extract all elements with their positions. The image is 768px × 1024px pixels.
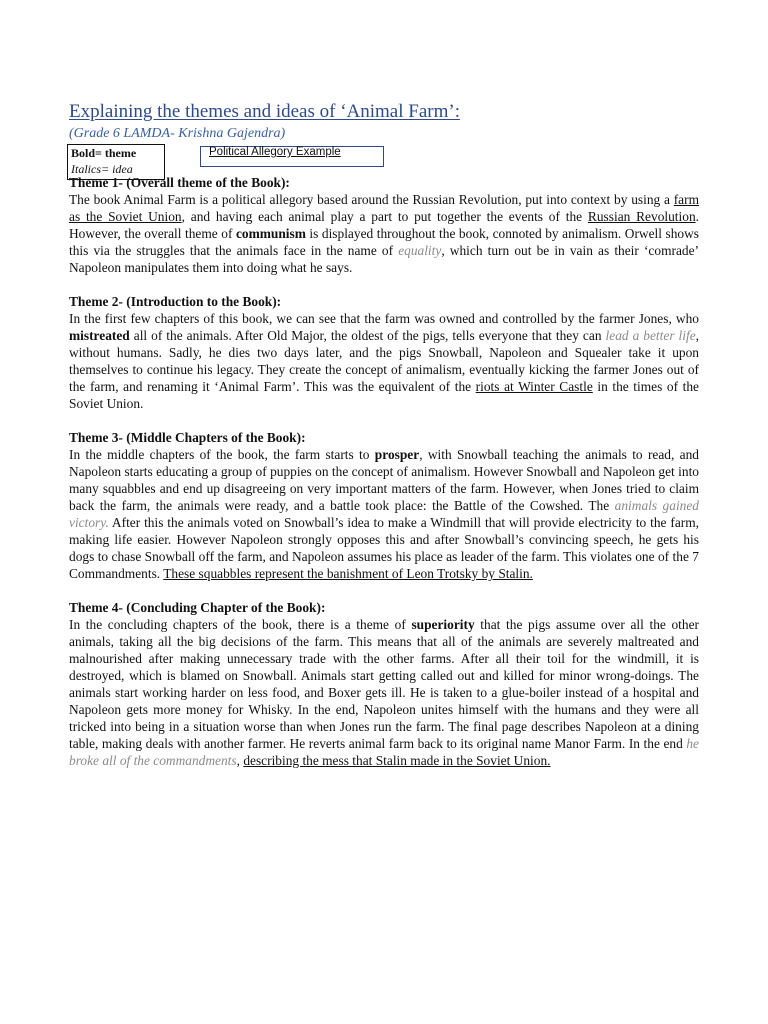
theme-1-heading: Theme 1- (Overall theme of the Book): <box>69 175 290 190</box>
theme-1-paragraph <box>69 191 699 276</box>
theme-4-section <box>69 599 699 769</box>
italic-idea-text: equality <box>398 243 442 258</box>
text-run: , with Snowball teaching the animals to read, and Napoleon starts educating a group of puppies on the concept of animalism. However Snowball and Napoleon get into many squabbles and end up disagreeing on very important matters of the farm. However, when Jones tried to claim back the farm, the animals were ready, and a battle took place: the Battle of the Cowshed. The <box>69 447 699 513</box>
underlined-text: farm as the Soviet Union <box>69 192 699 224</box>
text-run: In the first few chapters of this book, we can see that the farm was owned and controlled by the farmer Jones, who <box>69 311 699 326</box>
italic-idea-text: lead a better life <box>605 328 696 343</box>
italic-idea-text: animals gained victory. <box>69 498 699 530</box>
political-allegory-example-box: Political Allegory Example <box>200 146 384 167</box>
text-run: The book Animal Farm is a political allegory based around the Russian Revolution, put into context by using a <box>69 192 674 207</box>
text-run: in the times of the Soviet Union. <box>69 379 700 411</box>
text-run: , <box>236 753 244 768</box>
text-run: . However, the overall theme of <box>69 209 699 241</box>
text-run: In the concluding chapters of the book, there is a theme of <box>69 617 412 632</box>
bold-theme-text: mistreated <box>69 328 130 343</box>
underlined-text: riots at Winter Castle <box>475 379 593 394</box>
theme-2-section <box>69 293 699 412</box>
italic-idea-text: he broke all of the commandments <box>69 736 699 768</box>
legend-italic-key: Italics= idea <box>71 162 133 176</box>
text-run: In the middle chapters of the book, the farm starts to <box>69 447 375 462</box>
underlined-text: describing the mess that Stalin made in the Soviet Union. <box>243 753 551 768</box>
text-run: , without humans. Sadly, he dies two days later, and the pigs Snowball, Napoleon and Squealer take it upon themselves to continue his legacy. They create the concept of animalism, eventually kicking the farmer Jones out of the farm, and renaming it ‘Animal Farm’. This was the equivalent of the <box>69 328 699 394</box>
legend-bold-key: Bold= theme <box>71 146 137 160</box>
text-run: After this the animals voted on Snowball’s idea to make a Windmill that will provide electricity to the farm, making life easier. However Napoleon strongly opposes this and after Snowball’s convincing speech, he gets his dogs to chase Snowball off the farm, and Napoleon assumes his place as leader of the farm. This violates one of the 7 Commandments. <box>69 515 699 581</box>
theme-3-section <box>69 429 699 582</box>
text-run: that the pigs assume over all the other animals, taking all the big decisions of the farm. This means that all of the animals are severely maltreated and malnourished after making unnecessary trade with the other farms. After all their toil for the windmill, it is destroyed, which is blamed on Snowball. Animals start getting called out and killed for minor wrong-doings. The animals start working harder on less food, and Boxer gets ill. He is taken to a glue-boiler instead of a hospital and Napoleon gets more money for Whisky. In the end, Napoleon unites himself with the humans and they were all tricked into being in a situation worse than when Jones run the farm. The final page describes Napoleon at a dining table, making deals with another farmer. He reverts animal farm back to its original name Manor Farm. In the end <box>69 617 700 751</box>
theme-3-paragraph <box>69 446 699 582</box>
bold-theme-text: prosper <box>374 447 420 462</box>
page-subtitle: (Grade 6 LAMDA- Krishna Gajendra) <box>69 126 286 141</box>
text-run: , and having each animal play a part to put together the events of the <box>181 209 588 224</box>
theme-1-section <box>69 174 699 276</box>
underlined-text: Russian Revolution <box>587 209 696 224</box>
underlined-text: These squabbles represent the banishment of Leon Trotsky by Stalin. <box>163 566 533 581</box>
text-run: is displayed throughout the book, connoted by animalism. Orwell shows this via the struggles that the animals face in the name of <box>69 226 699 258</box>
theme-2-heading: Theme 2- (Introduction to the Book): <box>69 294 282 309</box>
bold-theme-text: communism <box>235 226 306 241</box>
bold-theme-text: superiority <box>411 617 475 632</box>
theme-3-heading: Theme 3- (Middle Chapters of the Book): <box>69 430 306 445</box>
theme-4-heading: Theme 4- (Concluding Chapter of the Book): <box>69 600 326 615</box>
text-run: all of the animals. After Old Major, the oldest of the pigs, tells everyone that they can <box>129 328 606 343</box>
text-run: , which turn out be in vain as their ‘comrade’ Napoleon manipulates them into doing what he says. <box>69 243 699 275</box>
theme-2-paragraph <box>69 310 699 412</box>
document-body <box>69 174 699 786</box>
theme-4-paragraph <box>69 616 699 769</box>
page-title: Explaining the themes and ideas of ‘Animal Farm’: <box>69 101 460 122</box>
